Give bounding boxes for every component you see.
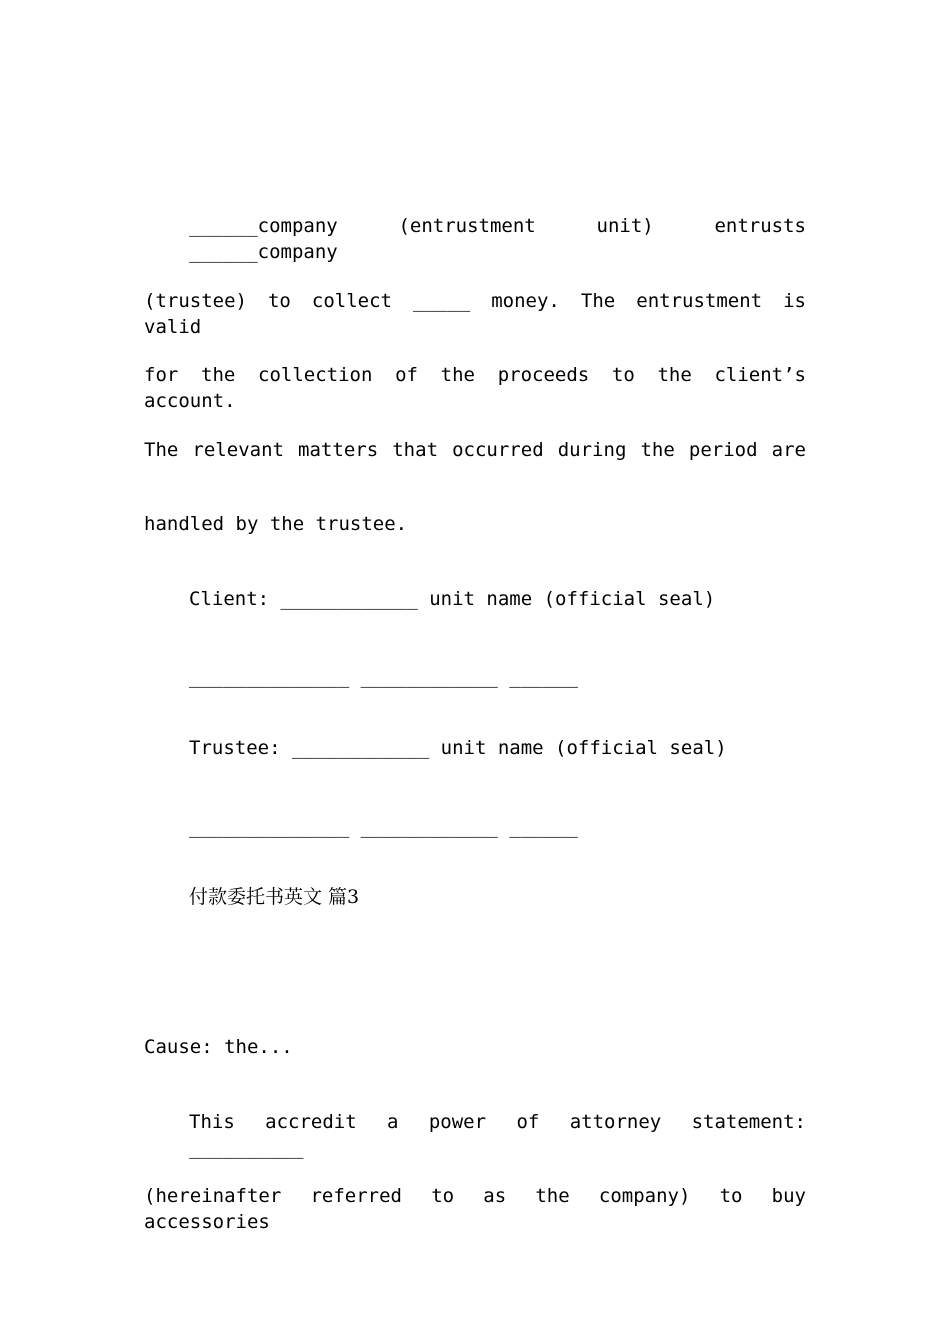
paragraph-1-line-4: The relevant matters that occurred during the period are xyxy=(144,439,806,461)
paragraph-2-line-1: This accredit a power of attorney statement: __________ xyxy=(189,1111,806,1159)
client-signature-blanks: ______________ ____________ ______ xyxy=(189,666,578,688)
cause-line: Cause: the... xyxy=(144,1036,293,1058)
paragraph-2-line-2: (hereinafter referred to as the company) to buy accessories xyxy=(144,1185,806,1233)
client-line: Client: ____________ unit name (official seal) xyxy=(189,588,716,610)
paragraph-1-line-3: for the collection of the proceeds to the client’s account. xyxy=(144,364,806,412)
section-heading: 付款委托书英文 篇3 xyxy=(189,886,360,908)
paragraph-1-line-5: handled by the trustee. xyxy=(144,513,408,535)
trustee-signature-blanks: ______________ ____________ ______ xyxy=(189,816,578,838)
trustee-line: Trustee: ____________ unit name (official seal) xyxy=(189,737,727,759)
paragraph-1-line-1: ______company (entrustment unit) entrusts ______company xyxy=(189,215,806,263)
paragraph-1-line-2: (trustee) to collect _____ money. The entrustment is valid xyxy=(144,290,806,338)
